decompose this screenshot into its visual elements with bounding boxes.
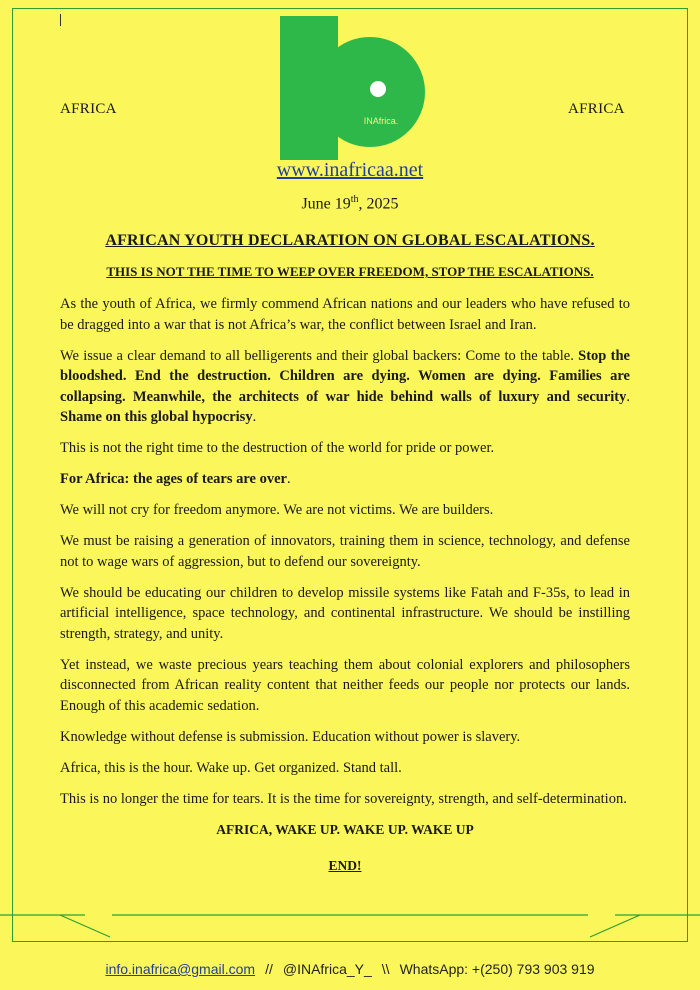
p2-bold-2: Shame on this global hypocrisy [60, 409, 253, 425]
p4-end: . [286, 471, 291, 487]
p2-text: We issue a clear demand to all belligerents and their global backers: Come to the table. [60, 347, 579, 364]
whatsapp-contact[interactable]: WhatsApp: +(250) 793 903 919 [399, 961, 595, 977]
social-handle[interactable]: @INAfrica_Y_ [282, 961, 372, 977]
p4-bold: For Africa: the ages of tears are over [60, 471, 287, 487]
footer-decoration [0, 905, 700, 945]
paragraph-2 [60, 346, 630, 428]
inafrica-logo [280, 16, 426, 160]
paragraph-7: We should be educating our children to develop missile systems like Fatah and F-35s, to lead in artificial intelligence, space technology, and continental infrastructure. We should be instilling strength, strategy, and unity. [60, 584, 630, 642]
paragraph-10: Africa, this is the hour. Wake up. Get organized. Stand tall. [60, 759, 402, 776]
header-right-label: AFRICA [568, 101, 625, 117]
declaration-body [60, 294, 630, 887]
paragraph-9: Knowledge without defense is submission. Education without power is slavery. [60, 728, 521, 745]
contact-footer [0, 961, 700, 977]
paragraph-1: As the youth of Africa, we firmly commend African nations and our leaders who have refused to be dragged into a war that is not Africa’s war, the conflict between Israel and Iran. [60, 296, 630, 333]
website-link[interactable]: www.inafricaa.net [276, 159, 424, 181]
p2-bold: Stop the bloodshed. End the destruction. Children are dying. Women are dying. Families are collapsing. Meanwhile, the architects of war hide behind walls of luxury and security [60, 347, 630, 405]
email-link[interactable]: info.inafrica@gmail.com [105, 961, 256, 977]
paragraph-3: This is not the right time to the destruction of the world for pride or power. [60, 440, 495, 456]
p2-period: . [626, 388, 630, 405]
end-mark: END! [328, 858, 362, 873]
paragraph-8: Yet instead, we waste precious years teaching them about colonial explorers and philosophers disconnected from African reality content that neither feeds our people nor protects our lands. Enough of this academic sedation. [60, 656, 630, 714]
date-year: , 2025 [358, 195, 399, 213]
p2-end: . [252, 409, 257, 425]
document-subtitle: THIS IS NOT THE TIME TO WEEP OVER FREEDOM, STOP THE ESCALATIONS. [106, 264, 594, 279]
paragraph-6: We must be raising a generation of innovators, training them in science, technology, and defense not to wage wars of aggression, but to defend our sovereignty. [60, 533, 630, 570]
footer-separator-1: // [265, 961, 273, 977]
date-ordinal: th [350, 194, 359, 205]
text-cursor-mark [60, 14, 61, 26]
date-day: June 19 [301, 195, 351, 213]
header-left-label: AFRICA [60, 101, 117, 117]
closing-line: AFRICA, WAKE UP. WAKE UP. WAKE UP [216, 821, 474, 837]
footer-separator-2: \\ [381, 961, 390, 977]
paragraph-11: This is no longer the time for tears. It is the time for sovereignty, strength, and self-determination. [60, 790, 627, 807]
document-date [0, 194, 700, 213]
paragraph-5: We will not cry for freedom anymore. We are not victims. We are builders. [60, 502, 494, 518]
logo-text: INAfrica. [363, 116, 399, 126]
paragraph-4 [60, 469, 630, 490]
document-title: AFRICAN YOUTH DECLARATION ON GLOBAL ESCALATIONS. [105, 232, 595, 249]
